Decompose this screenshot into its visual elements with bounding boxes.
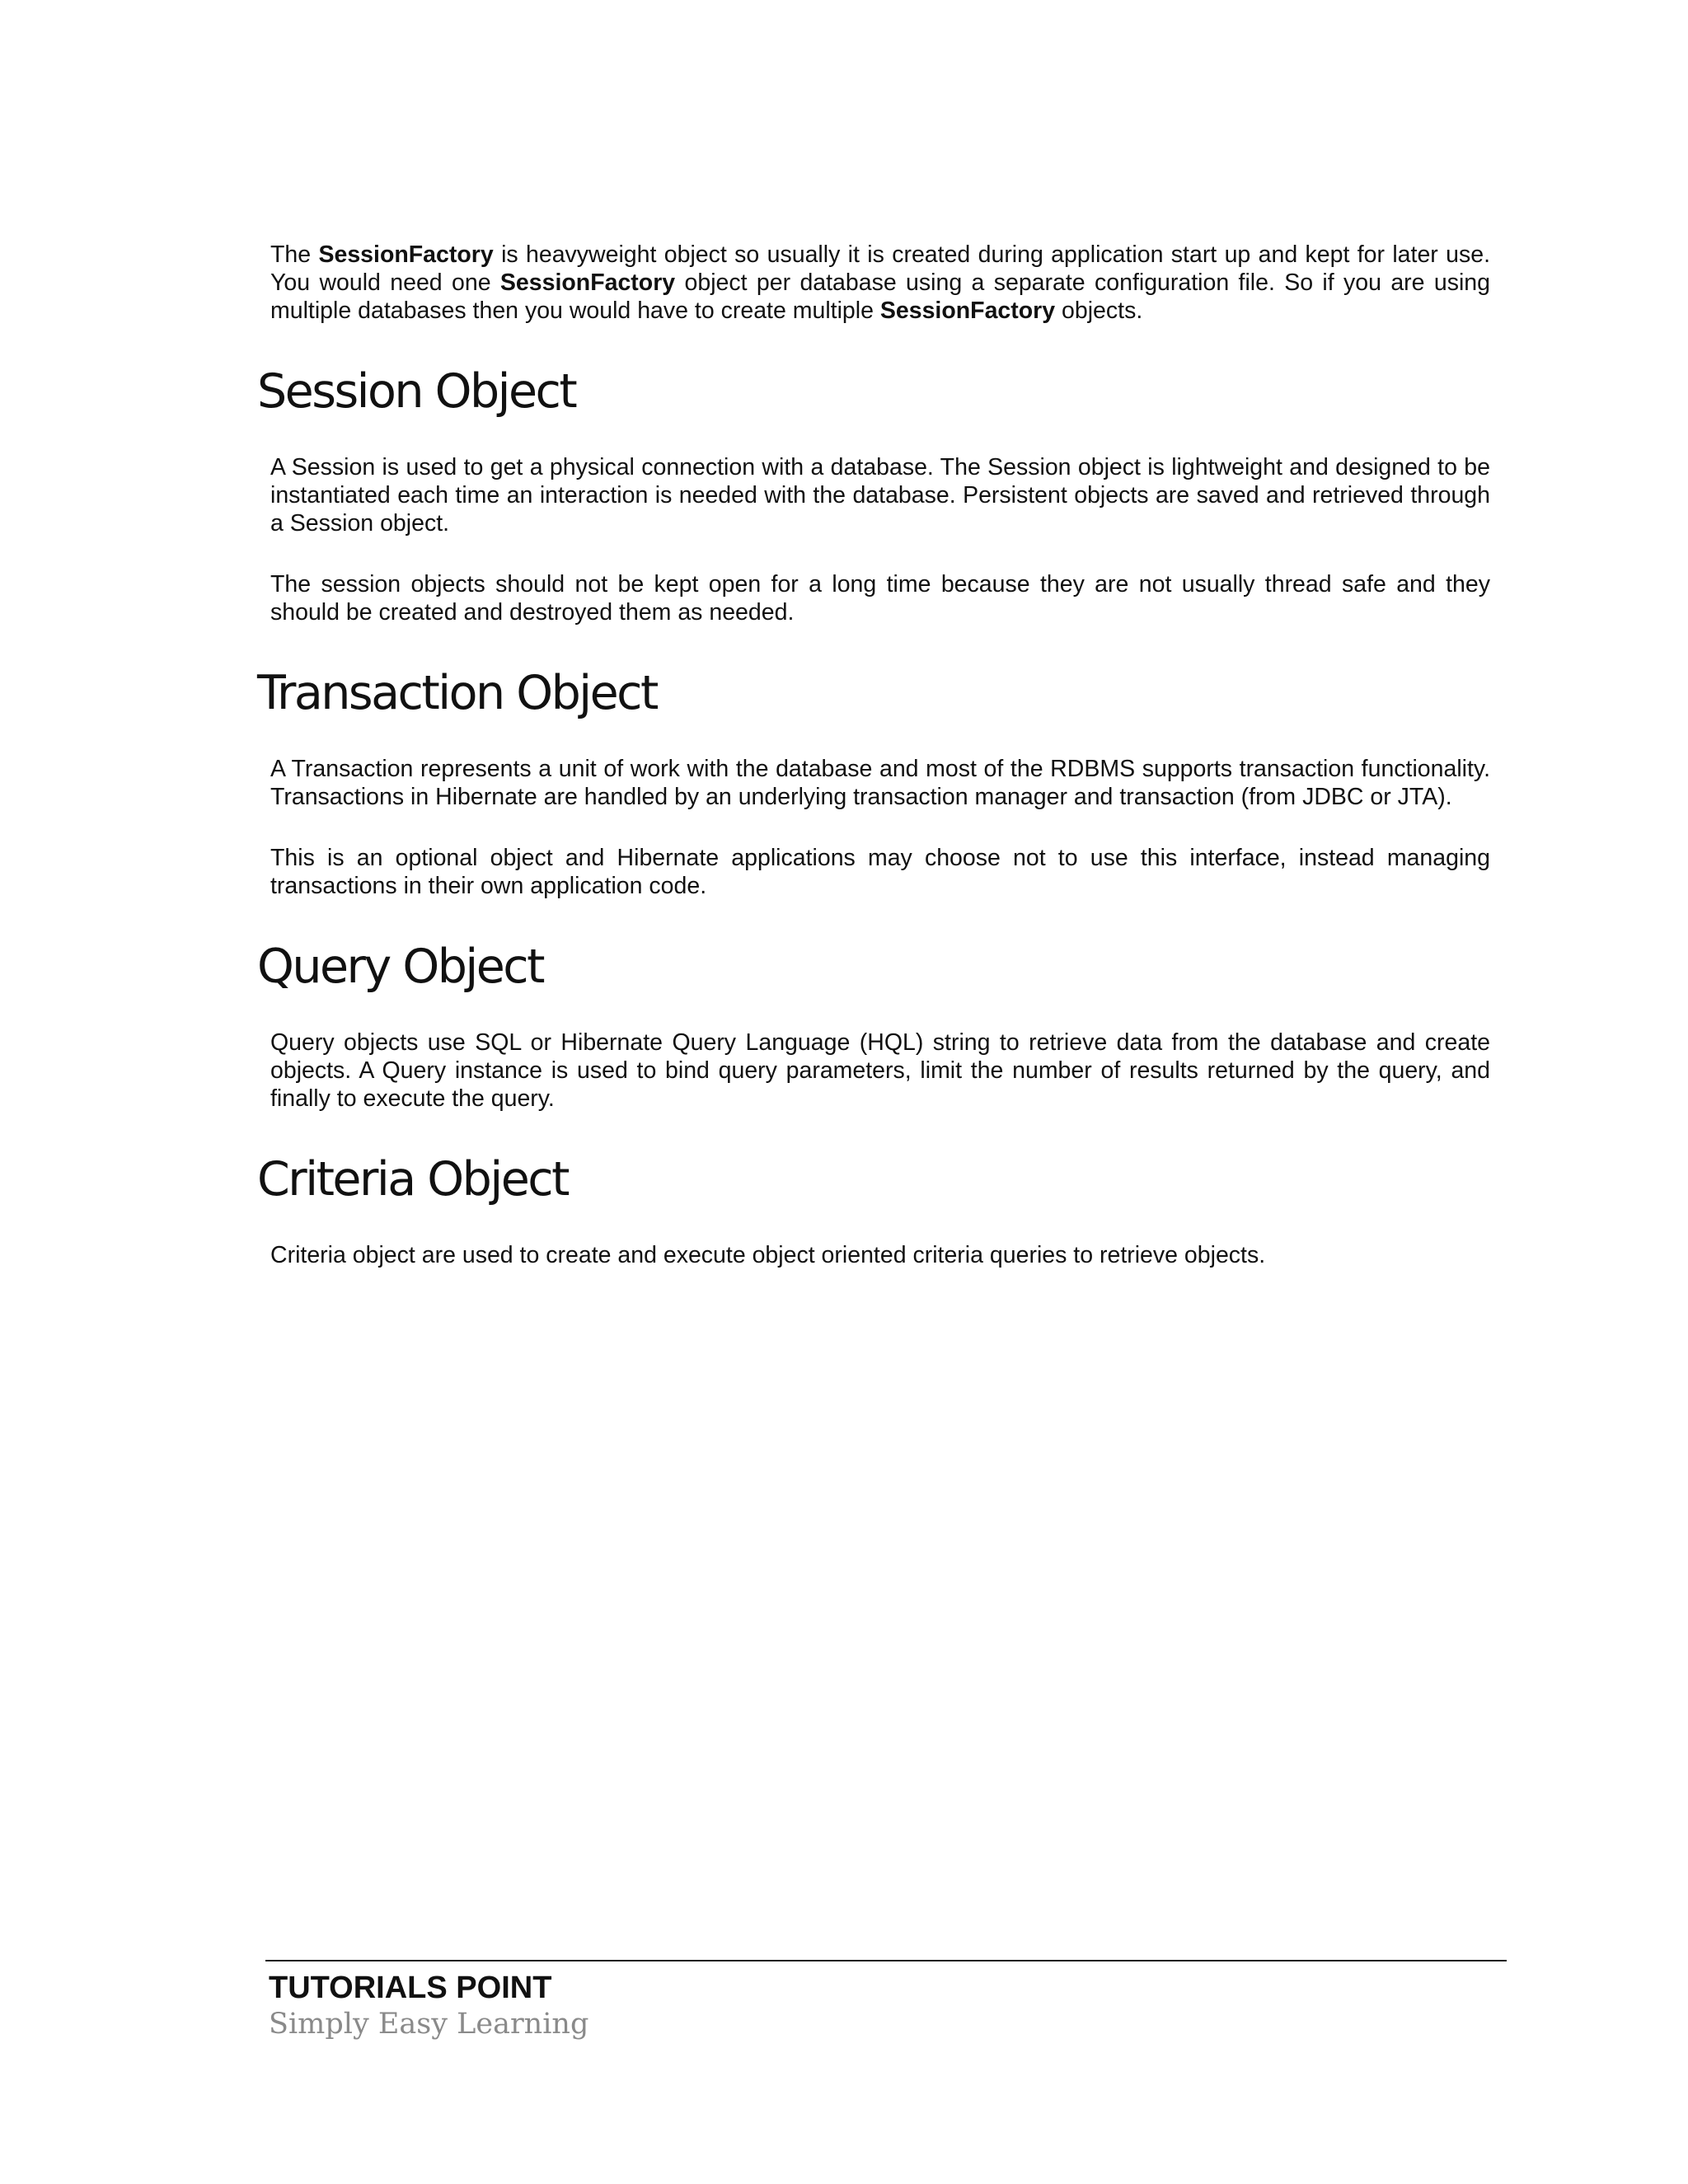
text-run: object per database using a separate configuration file. So if you are using multiple databases then you would have to create multiple bbox=[270, 269, 1490, 324]
footer-brand: TUTORIALS POINT bbox=[269, 1971, 552, 2005]
text-run: is heavyweight object so usually it is created during application start up and kept for later use. You would need one bbox=[270, 241, 1490, 296]
session-object-heading: Session Object bbox=[257, 364, 576, 419]
sessionfactory-paragraph bbox=[270, 241, 1490, 325]
footer-tagline: Simply Easy Learning bbox=[269, 2008, 589, 2041]
transaction-paragraph-2: This is an optional object and Hibernate applications may choose not to use this interface, instead managing transactions in their own application code. bbox=[270, 845, 1490, 899]
transaction-object-heading: Transaction Object bbox=[257, 666, 657, 720]
bold-term: SessionFactory bbox=[499, 269, 676, 296]
text-run: objects. bbox=[1055, 298, 1143, 324]
query-paragraph: Query objects use SQL or Hibernate Query Language (HQL) string to retrieve data from the database and create objects. A Query instance is used to bind query parameters, limit the number of results returned by the query, and finally to execute the query. bbox=[270, 1029, 1490, 1112]
session-paragraph-1: A Session is used to get a physical connection with a database. The Session object is lightweight and designed to be instantiated each time an interaction is needed with the database. Persistent objects are saved and retrieved through a Session object. bbox=[270, 454, 1490, 537]
bold-term: SessionFactory bbox=[879, 298, 1056, 324]
text-run: The bbox=[270, 241, 319, 268]
session-paragraph-2: The session objects should not be kept open for a long time because they are not usually thread safe and they should be created and destroyed them as needed. bbox=[270, 571, 1490, 626]
transaction-paragraph-1: A Transaction represents a unit of work with the database and most of the RDBMS supports transaction functionality. Transactions in Hibernate are handled by an underlying transaction manager and transaction (from JDBC or JTA). bbox=[270, 756, 1490, 810]
page-content bbox=[257, 241, 1503, 1269]
bold-term: SessionFactory bbox=[318, 241, 494, 268]
criteria-paragraph: Criteria object are used to create and execute object oriented criteria queries to retrieve objects. bbox=[270, 1242, 1266, 1268]
criteria-object-heading: Criteria Object bbox=[257, 1152, 568, 1207]
footer-divider bbox=[265, 1960, 1507, 1961]
query-object-heading: Query Object bbox=[257, 940, 543, 994]
